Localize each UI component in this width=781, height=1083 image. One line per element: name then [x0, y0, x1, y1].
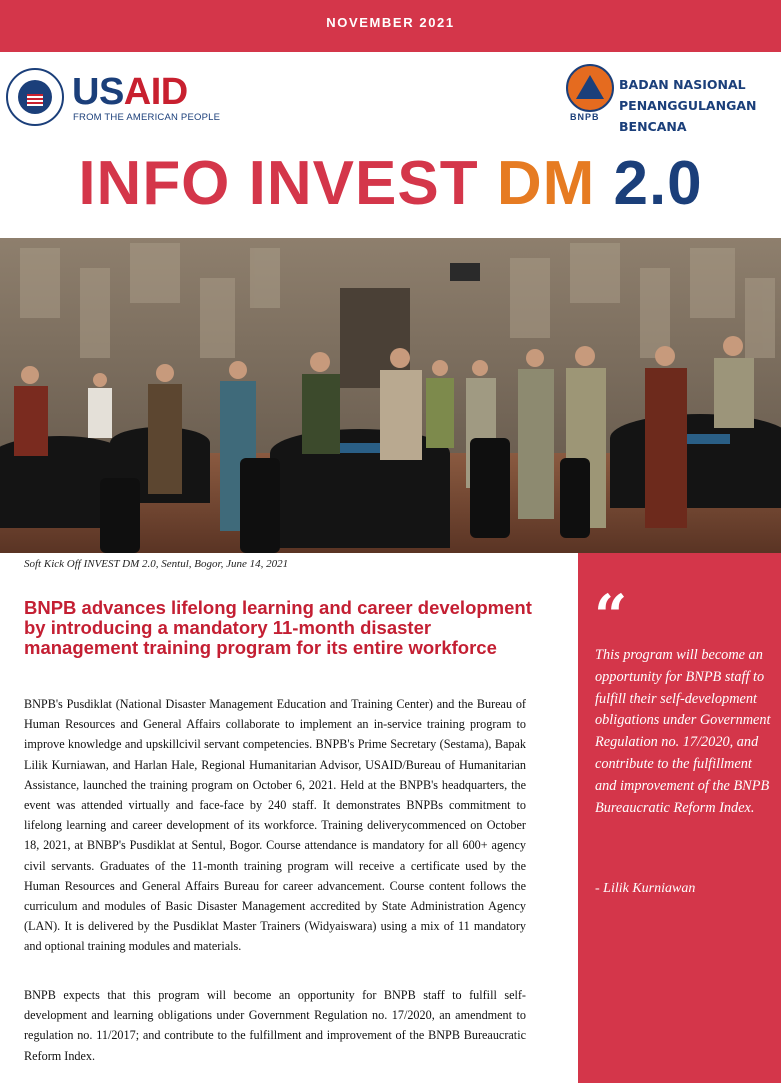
bnpb-logo [564, 64, 776, 134]
photo-caption: Soft Kick Off INVEST DM 2.0, Sentul, Bogor, June 14, 2021 [24, 558, 289, 570]
usaid-seal-icon [6, 68, 64, 126]
bnpb-name: BADAN NASIONAL PENANGGULANGAN BENCANA [619, 77, 757, 134]
bnpb-abbr: BNPB [570, 112, 600, 122]
article-headline: BNPB advances lifelong learning and career development by introducing a mandatory 11-month disaster management training program for its entire workforce [24, 597, 532, 658]
newsletter-title: INFO INVEST DM 2.0 [78, 149, 703, 218]
usaid-tagline: FROM THE AMERICAN PEOPLE [73, 112, 221, 123]
quote-mark-icon: “ [594, 582, 628, 650]
issue-date: NOVEMBER 2021 [326, 15, 455, 30]
event-photo [0, 238, 781, 553]
quote-author: - Lilik Kurniawan [595, 881, 696, 896]
article-paragraph-1: BNPB's Pusdiklat (National Disaster Management Education and Training Center) and the Bureau of Human Resources and General Affairs collaborate to implement an in-service training program to improve knowledge and upskillcivil servant competencies. BNPB's Prime Secretary (Sestama), Bapak Lilik Kurniawan, and Harlan Hale, Regional Humanitarian Advisor, USAID/Bureau of Humanitarian Assistance, launched the training program on October 6, 2021. Held at the BNPB's headquarters, the event was attended virtually and face-face by 240 staff. It demonstrates BNPBs commitment to lifelong learning and career development of its workforce. Training deliverycommenced on October 18, 2021, at BNBP's Pusdiklat at Sentul, Bogor. Course attendance is mandatory for all 600+ agency civil servants. Graduates of the 11-month training program will receive a certificate used by the Human Resources and General Affairs Bureau for career advancement. Course content follows the curriculum and modules of Basic Disaster Management accredited by State Administration Agency (LAN). It is delivered by the Pusdiklat Master Trainers (Widyaiswara) using a mix of 11 mandatory and optional training modules and materials. [24, 697, 526, 954]
usaid-logo [6, 68, 236, 132]
pull-quote: This program will become an opportunity for BNPB staff to fulfill their self-development obligations under Government Regulation no. 17/2020, and contribute to the fulfillment and improvement of the BNPB Bureaucratic Reform Index. [595, 647, 771, 816]
bnpb-emblem-icon [566, 64, 614, 112]
usaid-wordmark: USAID [72, 71, 188, 113]
header-bar [0, 0, 781, 52]
quote-sidebar [578, 553, 781, 1083]
article-paragraph-2: BNPB expects that this program will become an opportunity for BNPB staff to fulfill self-development and learning obligations under Government Regulation no. 17/2020, an amendment to regulation no. 11/2017; and contribute to the fulfillment and improvement of the BNPB Bureaucratic Reform Index. [24, 988, 526, 1063]
